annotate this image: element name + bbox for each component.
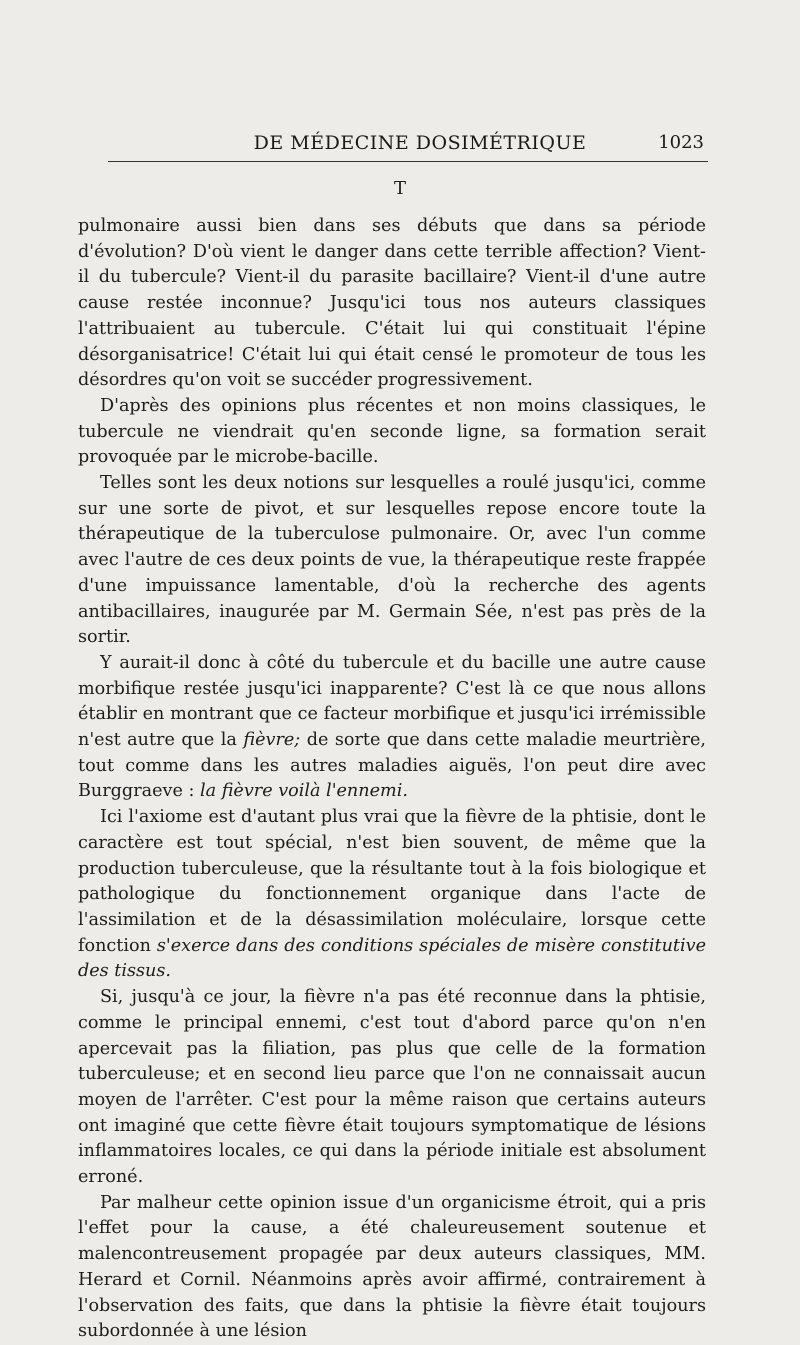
emphasis-text: s'exerce dans des conditions spéciales de misère constitutive des tissus. — [78, 935, 706, 982]
emphasis-text: la fièvre voilà l'ennemi. — [199, 781, 408, 802]
paragraph: D'après des opinions plus récentes et non moins classiques, le tubercule ne viendrait qu'en seconde ligne, sa formation serait provoquée par le microbe-bacille. — [78, 395, 706, 468]
paragraph: Si, jusqu'à ce jour, la fièvre n'a pas été reconnue dans la phtisie, comme le principal ennemi, c'est tout d'abord parce qu'on n'en apercevait pas la filiation, pas plus que celle de la formation tuberculeuse; et en second lieu parce que l'on ne connaissait aucun moyen de l'arrêter. C'est pour la même raison que certains auteurs ont imaginé que cette fièvre était toujours symptomatique de lésions inflammatoires locales, ce qui dans la période initiale est absolument erroné. — [78, 987, 706, 1188]
signature-mark: T — [393, 178, 406, 199]
paragraph — [78, 805, 706, 985]
running-title: DE MÉDECINE DOSIMÉTRIQUE — [253, 132, 587, 154]
page-number: 1023 — [658, 132, 704, 153]
page-header — [108, 128, 708, 158]
paragraph-text: Ici l'axiome est d'autant plus vrai que la fièvre de la phtisie, dont le caractère est tout spécial, n'est bien souvent, de même que la production tuberculeuse, que la résultante tout à la fois biologique et pathologique du fonctionnement organique dans l'acte de l'assimilation et de la désassimilation moléculaire, lorsque cette fonction — [78, 807, 706, 956]
paragraph-text: Y aurait-il donc à côté du tubercule et du bacille une autre cause morbifique restée jusqu'ici inapparente? C'est là ce que nous allons établir en montrant que ce facteur morbifique et jusqu'ici irrémissible n'est autre que la — [78, 652, 706, 751]
paragraph-text: de sorte que dans cette maladie meurtrière, tout comme dans les autres maladies aiguës, l'on peut dire avec Burggraeve : — [78, 730, 706, 802]
paragraph — [78, 651, 706, 805]
emphasis-text: fièvre; — [243, 730, 301, 751]
body-text — [78, 214, 706, 1345]
paragraph: pulmonaire aussi bien dans ses débuts que dans sa période d'évolution? D'où vient le danger dans cette terrible affection? Vient-il du tubercule? Vient-il du parasite bacillaire? Vient-il d'une autre cause restée inconnue? Jusqu'ici tous nos auteurs classiques l'attribuaient au tubercule. C'était lui qui constituait l'épine désorganisatrice! C'était lui qui était censé le promoteur de tous les désordres qu'on voit se succéder progressivement. — [78, 216, 706, 391]
paragraph: Par malheur cette opinion issue d'un organicisme étroit, qui a pris l'effet pour la cause, a été chaleureusement soutenue et malencontreusement propagée par deux auteurs classiques, MM. Herard et Cornil. Néanmoins après avoir affirmé, contrairement à l'observation des faits, que dans la phtisie la fièvre était toujours subordonnée à une lésion — [78, 1192, 706, 1342]
paragraph: Telles sont les deux notions sur lesquelles a roulé jusqu'ici, comme sur une sorte de pivot, et sur lesquelles repose encore toute la thérapeutique de la tuberculose pulmonaire. Or, avec l'un comme avec l'autre de ces deux points de vue, la thérapeutique reste frappée d'une impuissance lamentable, d'où la recherche des agents antibacillaires, inaugurée par M. Germain Sée, n'est pas près de la sortir. — [78, 473, 706, 648]
header-rule — [108, 161, 708, 162]
